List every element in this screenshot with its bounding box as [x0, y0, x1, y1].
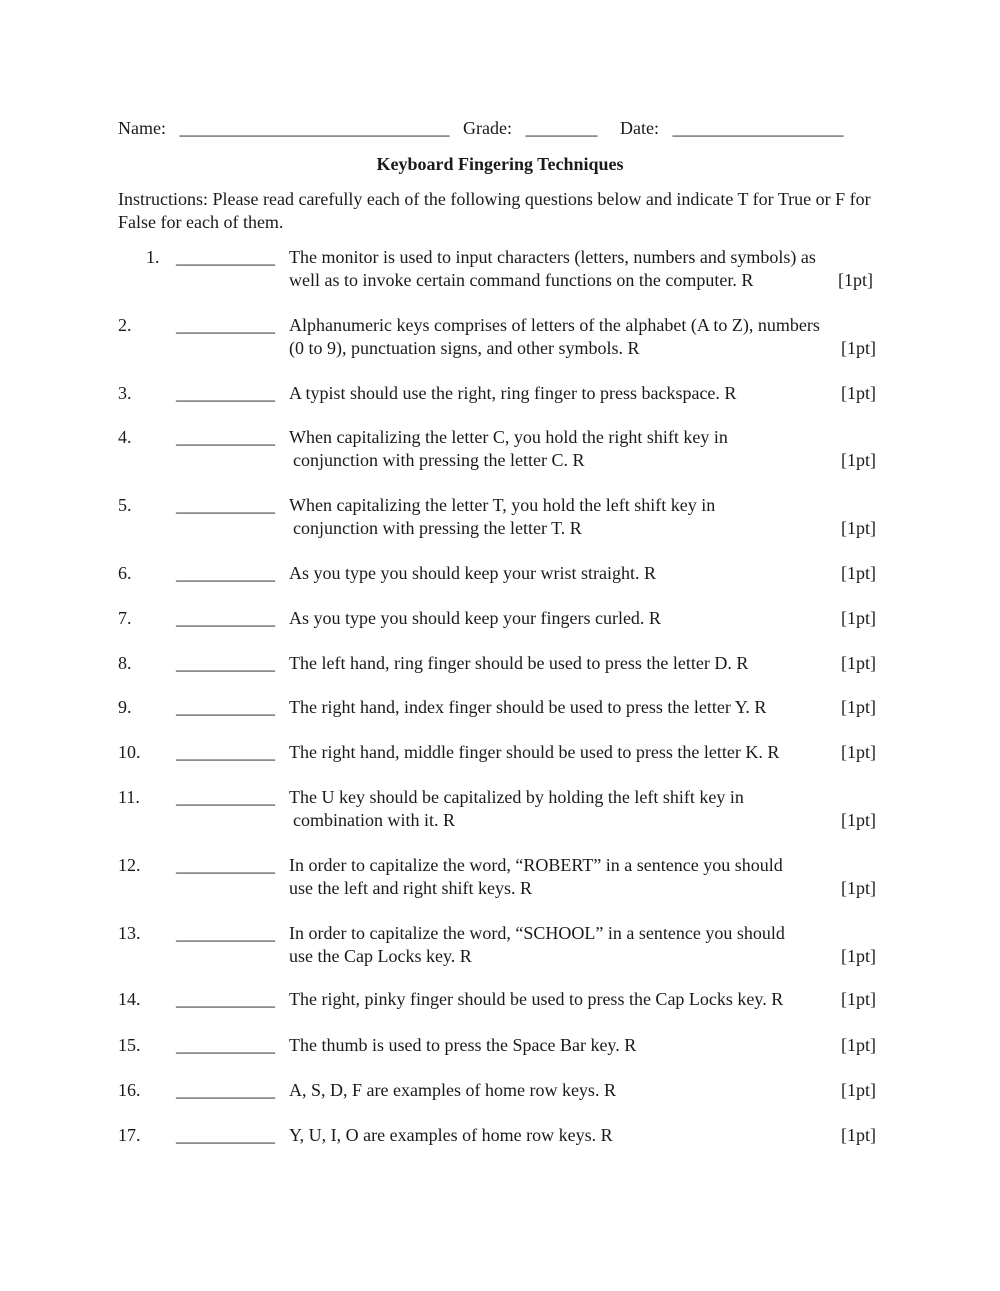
- question-line-2: conjunction with pressing the letter C. R: [293, 450, 585, 470]
- question-number: 2.: [118, 315, 132, 335]
- question-number: 1.: [146, 247, 160, 267]
- question-number: 12.: [118, 855, 141, 875]
- answer-blank[interactable]: ___________: [176, 923, 275, 943]
- question-line-1: When capitalizing the letter C, you hold the right shift key in: [289, 427, 728, 447]
- question-number: 4.: [118, 427, 132, 447]
- question-points: [1pt]: [841, 697, 876, 717]
- answer-blank[interactable]: ___________: [176, 383, 275, 403]
- question-line-1: As you type you should keep your fingers curled. R: [289, 608, 661, 628]
- question-line-1: The left hand, ring finger should be used to press the letter D. R: [289, 653, 749, 673]
- question-number: 17.: [118, 1125, 141, 1145]
- question-number: 3.: [118, 383, 132, 403]
- question-text: [289, 1034, 834, 1057]
- question-text: [289, 607, 834, 630]
- question-number: 11.: [118, 787, 140, 807]
- question-line-2: use the left and right shift keys. R: [289, 878, 532, 898]
- question-text: [289, 652, 834, 675]
- question-points: [1pt]: [838, 270, 873, 290]
- question-line-1: Y, U, I, O are examples of home row keys. R: [289, 1125, 613, 1145]
- question-points: [1pt]: [841, 1125, 876, 1145]
- question-text: [289, 1079, 834, 1102]
- question-points: [1pt]: [841, 383, 876, 403]
- date-blank: ___________________: [672, 118, 844, 138]
- answer-blank[interactable]: ___________: [176, 427, 275, 447]
- answer-blank[interactable]: ___________: [176, 1125, 275, 1145]
- name-label: Name:: [118, 118, 166, 138]
- question-line-1: In order to capitalize the word, “SCHOOL” in a sentence you should: [289, 923, 785, 943]
- question-line-1: The right, pinky finger should be used to press the Cap Locks key. R: [289, 989, 784, 1009]
- question-text: [289, 314, 834, 360]
- answer-blank[interactable]: ___________: [176, 742, 275, 762]
- question-points: [1pt]: [841, 563, 876, 583]
- question-line-1: The right hand, middle finger should be used to press the letter K. R: [289, 742, 780, 762]
- question-text: [289, 426, 834, 472]
- question-points: [1pt]: [841, 608, 876, 628]
- question-number: 8.: [118, 653, 132, 673]
- question-number: 5.: [118, 495, 132, 515]
- question-points: [1pt]: [841, 742, 876, 762]
- answer-blank[interactable]: ___________: [176, 247, 275, 267]
- question-line-2: combination with it. R: [293, 810, 455, 830]
- answer-blank[interactable]: ___________: [176, 697, 275, 717]
- answer-blank[interactable]: ___________: [176, 315, 275, 335]
- question-text: [289, 246, 834, 292]
- question-text: [289, 922, 834, 968]
- question-number: 16.: [118, 1080, 141, 1100]
- question-number: 7.: [118, 608, 132, 628]
- question-line-1: The right hand, index finger should be used to press the letter Y. R: [289, 697, 767, 717]
- name-blank: ______________________________: [179, 118, 450, 138]
- answer-blank[interactable]: ___________: [176, 787, 275, 807]
- question-points: [1pt]: [841, 878, 876, 898]
- grade-label: Grade:: [462, 118, 512, 138]
- question-text: [289, 696, 834, 719]
- question-text: [289, 494, 834, 540]
- question-points: [1pt]: [841, 1080, 876, 1100]
- question-points: [1pt]: [841, 450, 876, 470]
- question-line-1: When capitalizing the letter T, you hold the left shift key in: [289, 495, 716, 515]
- question-line-2: use the Cap Locks key. R: [289, 946, 472, 966]
- question-points: [1pt]: [841, 338, 876, 358]
- question-line-2: (0 to 9), punctuation signs, and other symbols. R: [289, 338, 640, 358]
- question-number: 9.: [118, 697, 132, 717]
- instructions-text: Instructions: Please read carefully each of the following questions below and indicate T for True or F for False for each of them.: [118, 189, 871, 232]
- question-line-1: The U key should be capitalized by holding the left shift key in: [289, 787, 744, 807]
- answer-blank[interactable]: ___________: [176, 989, 275, 1009]
- header-fields: [118, 117, 843, 139]
- question-text: [289, 786, 834, 832]
- question-line-1: In order to capitalize the word, “ROBERT” in a sentence you should: [289, 855, 783, 875]
- question-points: [1pt]: [841, 946, 876, 966]
- question-text: [289, 562, 834, 585]
- question-text: [289, 1124, 834, 1147]
- date-label: Date:: [619, 118, 659, 138]
- question-line-1: A, S, D, F are examples of home row keys. R: [289, 1080, 616, 1100]
- question-line-1: The thumb is used to press the Space Bar key. R: [289, 1035, 637, 1055]
- question-text: [289, 741, 834, 764]
- question-text: [289, 382, 834, 405]
- answer-blank[interactable]: ___________: [176, 608, 275, 628]
- question-text: [289, 988, 834, 1011]
- answer-blank[interactable]: ___________: [176, 1035, 275, 1055]
- question-text: [289, 854, 834, 900]
- answer-blank[interactable]: ___________: [176, 563, 275, 583]
- question-number: 10.: [118, 742, 141, 762]
- question-points: [1pt]: [841, 810, 876, 830]
- answer-blank[interactable]: ___________: [176, 1080, 275, 1100]
- question-number: 6.: [118, 563, 132, 583]
- question-line-2: well as to invoke certain command functions on the computer. R: [289, 270, 754, 290]
- question-line-1: A typist should use the right, ring finger to press backspace. R: [289, 383, 737, 403]
- question-number: 14.: [118, 989, 141, 1009]
- question-line-1: As you type you should keep your wrist straight. R: [289, 563, 656, 583]
- question-points: [1pt]: [841, 989, 876, 1009]
- grade-blank: ________: [525, 118, 598, 138]
- question-points: [1pt]: [841, 1035, 876, 1055]
- question-points: [1pt]: [841, 653, 876, 673]
- question-line-1: The monitor is used to input characters (letters, numbers and symbols) as: [289, 247, 816, 267]
- answer-blank[interactable]: ___________: [176, 495, 275, 515]
- question-number: 13.: [118, 923, 141, 943]
- question-number: 15.: [118, 1035, 141, 1055]
- question-points: [1pt]: [841, 518, 876, 538]
- question-line-2: conjunction with pressing the letter T. R: [293, 518, 582, 538]
- question-line-1: Alphanumeric keys comprises of letters of the alphabet (A to Z), numbers: [289, 315, 820, 335]
- worksheet-title: Keyboard Fingering Techniques: [376, 154, 624, 174]
- answer-blank[interactable]: ___________: [176, 855, 275, 875]
- answer-blank[interactable]: ___________: [176, 653, 275, 673]
